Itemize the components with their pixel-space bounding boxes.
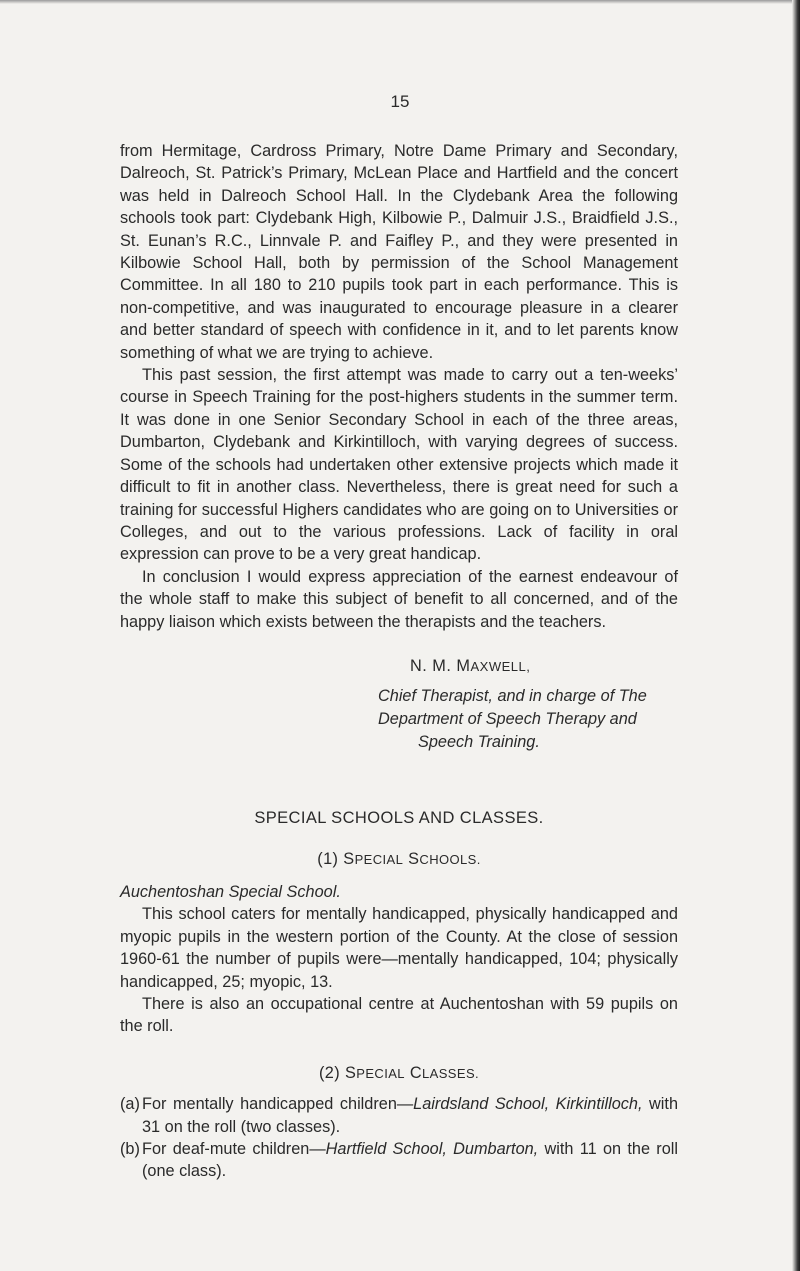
heading-word-rest: CHOOLS. xyxy=(419,851,481,867)
heading-word-cap: C xyxy=(409,1063,423,1082)
signatory-surname-initial: M xyxy=(456,656,471,675)
signatory-role xyxy=(120,685,678,753)
list-item-tail: with 11 on the roll (one class). xyxy=(142,1140,678,1181)
list-item-place: Lairdsland School, Kirkintilloch, xyxy=(413,1095,643,1114)
list-item-place: Hartfield School, Dumbarton, xyxy=(325,1140,539,1158)
heading-word-cap: S xyxy=(408,849,420,868)
list-item-lead: For deaf-mute children— xyxy=(142,1140,326,1158)
special-schools-number: (1) xyxy=(317,849,339,868)
heading-word-rest: PECIAL xyxy=(354,851,404,867)
paragraph-2: This past session, the first attempt was made to carry out a ten-weeks’ course in Speech Training for the post-highers students in the summer term. It was done in one Senior Secondary School in each of the three areas, Dumbarton, Clydebank and Kirkintilloch, with varying degrees of success. Some of the schools had undertaken other extensive projects which made it difficult to fit in another class. Nevertheless, there is great need for such a training for successful Highers candidates who are going on to Universities or Colleges, and out to the various professions. Lack of facility in oral expression can prove to be a very great handicap. xyxy=(120,366,678,564)
signatory-name xyxy=(120,655,678,678)
signatory-role-line: Chief Therapist, and in charge of The xyxy=(378,687,647,706)
signatory-role-line: Speech Training. xyxy=(418,732,540,751)
school-name: Auchentoshan Special School. xyxy=(120,882,341,901)
section-title: SPECIAL SCHOOLS AND CLASSES. xyxy=(254,809,544,828)
page-number: 15 xyxy=(390,92,410,111)
list-item-label: (b) xyxy=(120,1140,140,1158)
paragraph-3: In conclusion I would express appreciation of the earnest endeavour of the whole staff to make this subject of benefit to all concerned, and of the happy liaison which exists between the therapists and the teachers. xyxy=(120,567,678,631)
page-body xyxy=(120,140,678,1183)
special-schools-paragraph: This school caters for mentally handicapped, physically handicapped and myopic pupils in the western portion of the County. At the close of session 1960-61 the number of pupils were—mentally handicapped, 104; physically handicapped, 25; myopic, 13. xyxy=(120,905,678,991)
list-item xyxy=(120,1093,678,1138)
heading-word-cap: S xyxy=(345,1063,357,1082)
list-item-text xyxy=(142,1093,678,1138)
list-item-label: (a) xyxy=(120,1095,140,1114)
special-schools-heading xyxy=(120,848,678,871)
special-schools-paragraph: There is also an occupational centre at Auchentoshan with 59 pupils on the roll. xyxy=(120,994,678,1036)
paragraph-1: from Hermitage, Cardross Primary, Notre Dame Primary and Secondary, Dalreoch, St. Patrick’s Primary, McLean Place and Hartfield and the concert was held in Dalreoch School Hall. In the Clydebank Area the following schools took part: Clydebank High, Kilbowie P., Dalmuir J.S., Braidfield J.S., St. Eunan’s R.C., Linnvale P. and Faifley P., and they were presented in Kilbowie School Hall, both by permission of the School Management Committee. In all 180 to 210 pupils took part in each performance. This is non-competitive, and was inaugurated to encourage pleasure in a clearer and better standard of speech with confidence in it, and to let parents know something of what we are trying to achieve. xyxy=(120,142,678,362)
signature-block xyxy=(120,655,678,753)
list-item-tail: with 31 on the roll (two classes). xyxy=(142,1095,678,1136)
page-top-edge xyxy=(0,0,800,4)
signatory-surname-rest: AXWELL, xyxy=(470,658,531,674)
heading-word-rest: LASSES. xyxy=(422,1065,480,1081)
list-item-text xyxy=(142,1138,678,1183)
signatory-initials: N. M. xyxy=(410,656,452,675)
list-item-lead: For mentally handicapped children— xyxy=(142,1095,414,1114)
special-classes-heading xyxy=(120,1062,678,1085)
list-item xyxy=(120,1138,678,1183)
special-classes-list xyxy=(120,1093,678,1183)
signatory-role-line: Department of Speech Therapy and xyxy=(378,709,637,728)
heading-word-cap: S xyxy=(343,849,355,868)
page-binding-edge xyxy=(792,0,800,1271)
heading-word-rest: PECIAL xyxy=(356,1065,405,1081)
special-classes-number: (2) xyxy=(318,1063,341,1082)
